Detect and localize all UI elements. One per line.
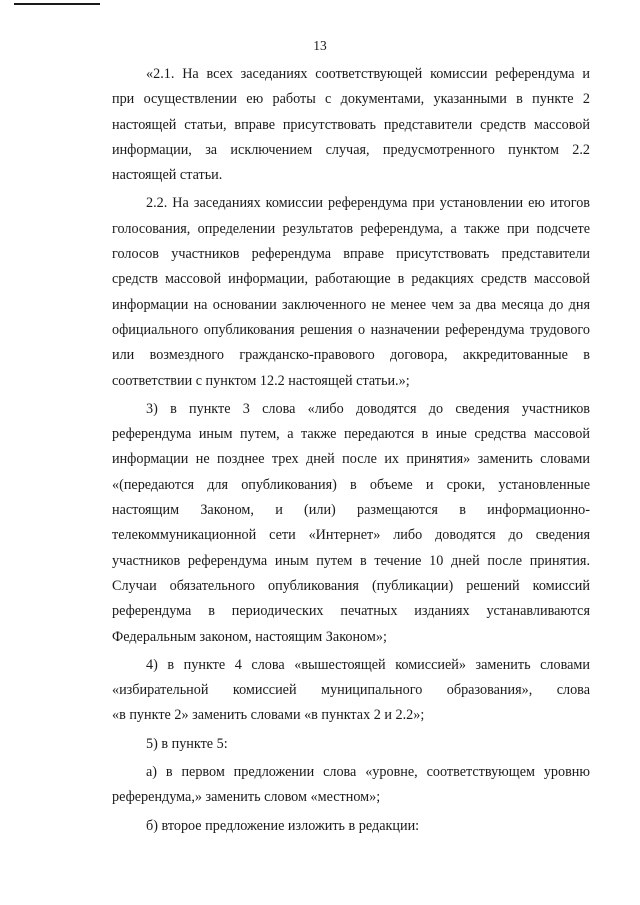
paragraph-item-3 (112, 397, 590, 650)
text-line: информации не позднее трех дней после их принятия» заменить словами (112, 451, 590, 468)
text-line: официального опубликования решения о назначении референдума трудового (112, 321, 590, 338)
text-line: настоящей статьи. (112, 167, 223, 184)
text-line: голосов участников референдума вправе присутствовать представители (112, 246, 590, 263)
text-line: «избирательной комиссией муниципального образования», слова (112, 682, 590, 699)
text-line: телекоммуникационной сети «Интернет» либо доводятся до сведения (112, 527, 590, 544)
text-line: 4) в пункте 4 слова «вышестоящей комиссией» заменить словами (146, 656, 590, 673)
text-line: 5) в пункте 5: (146, 735, 228, 752)
paragraph-item-5 (112, 732, 590, 757)
paragraph-item-4 (112, 653, 590, 729)
text-line: «(передаются для опубликования) в объеме и сроки, установленные (112, 476, 590, 493)
text-line: информации на основании заключенного не менее чем за два месяца до дня (112, 296, 590, 313)
text-line: средств массовой информации, работающие в редакциях средств массовой (112, 271, 590, 288)
text-line: референдума,» заменить словом «местном»; (112, 789, 381, 806)
text-line: 3) в пункте 3 слова «либо доводятся до сведения участников (146, 400, 590, 417)
paragraph-2-1 (112, 62, 590, 188)
text-line: б) второе предложение изложить в редакции: (146, 817, 420, 834)
text-line: а) в первом предложении слова «уровне, соответствующем уровню (146, 764, 590, 781)
text-line: настоящей статьи, вправе присутствовать представители средств массовой (112, 116, 590, 133)
text-line: Федеральным законом, настоящим Законом»; (112, 628, 387, 645)
text-line: соответствии с пунктом 12.2 настоящей статьи.»; (112, 372, 410, 389)
text-line: участников референдума иным путем в течение 10 дней после принятия. (112, 552, 590, 569)
text-line: 2.2. На заседаниях комиссии референдума при установлении ею итогов (146, 195, 590, 212)
text-line: референдума в периодических печатных изданиях устанавливаются (112, 603, 590, 620)
text-line: голосования, определении результатов референдума, а также при подсчете (112, 220, 590, 237)
paragraph-2-2 (112, 191, 590, 393)
text-line: «2.1. На всех заседаниях соответствующей комиссии референдума и (146, 66, 590, 82)
paragraph-item-5b (112, 814, 590, 839)
text-line: настоящим Законом, и (или) размещаются в информационно- (112, 502, 590, 519)
text-line: при осуществлении ею работы с документами, указанными в пункте 2 (112, 91, 590, 108)
text-line: Случаи обязательного опубликования (публикации) решений комиссий (112, 577, 590, 594)
paragraph-item-5a (112, 760, 590, 811)
page-number: 13 (313, 38, 327, 53)
document-body (112, 62, 590, 839)
text-line: информации, за исключением случая, предусмотренного пунктом 2.2 (112, 141, 590, 158)
header-rule (14, 3, 100, 5)
text-line: референдума иным путем, а также передаются в иные средства массовой (112, 426, 590, 443)
text-line: или возмездного гражданско-правового договора, аккредитованные в (112, 347, 590, 364)
text-line: «в пункте 2» заменить словами «в пунктах 2 и 2.2»; (112, 707, 425, 724)
